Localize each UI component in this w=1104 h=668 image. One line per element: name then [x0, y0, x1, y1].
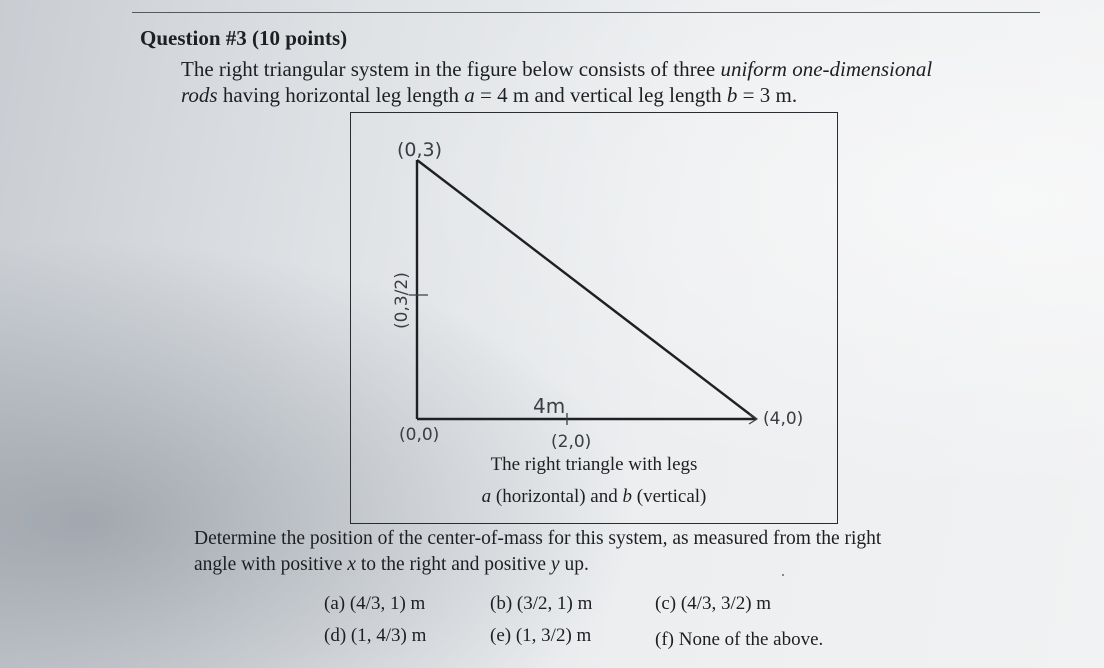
variable-b: b: [726, 83, 738, 107]
prompt-line-2: [194, 554, 589, 576]
label-right-vertex: (4,0): [763, 409, 804, 429]
stray-mark: [782, 574, 784, 576]
statement-text: = 3 m.: [737, 83, 798, 107]
label-left-midpoint: (0,3/2): [392, 272, 412, 329]
label-bottom-midpoint: (2,0): [551, 432, 592, 452]
choice-b: (b) (3/2, 1) m: [490, 593, 593, 614]
statement-text: having horizontal leg length: [217, 83, 465, 107]
figure-caption-line-1: The right triangle with legs: [490, 454, 698, 475]
prompt-text: angle with positive: [194, 554, 348, 575]
prompt-variable-x: x: [347, 554, 356, 575]
choice-e: (e) (1, 3/2) m: [490, 625, 592, 646]
choice-c: (c) (4/3, 3/2) m: [655, 593, 772, 614]
figure-caption-line-2: [350, 486, 838, 508]
statement-emphasis: uniform one-dimensional: [720, 57, 933, 81]
variable-a: a: [464, 83, 475, 107]
question-title: Question #3 (10 points): [140, 26, 348, 50]
prompt-text: to the right and positive: [355, 554, 551, 575]
prompt-text: up.: [559, 554, 589, 575]
label-top-vertex: (0,3): [397, 139, 443, 161]
caption-text: (horizontal) and: [491, 486, 623, 507]
prompt-variable-y: y: [550, 554, 560, 575]
hypotenuse: [417, 160, 756, 419]
label-origin: (0,0): [399, 425, 440, 445]
question-statement-line-2: [181, 83, 797, 108]
statement-text: = 4 m and vertical leg length: [474, 83, 727, 107]
choice-a: (a) (4/3, 1) m: [324, 593, 426, 614]
choice-f: (f) None of the above.: [655, 629, 824, 650]
choice-d: (d) (1, 4/3) m: [324, 625, 427, 646]
question-statement-line-1: [181, 57, 932, 82]
caption-variable-b: b: [622, 486, 632, 507]
prompt-line-1: Determine the position of the center-of-mass for this system, as measured from the right: [194, 528, 882, 549]
label-length: 4m: [533, 394, 566, 418]
caption-text: (vertical): [632, 486, 707, 507]
top-divider: [132, 12, 1040, 13]
statement-text: The right triangular system in the figure below consists of three: [181, 57, 721, 81]
statement-emphasis: rods: [181, 83, 218, 107]
caption-variable-a: a: [481, 486, 492, 507]
